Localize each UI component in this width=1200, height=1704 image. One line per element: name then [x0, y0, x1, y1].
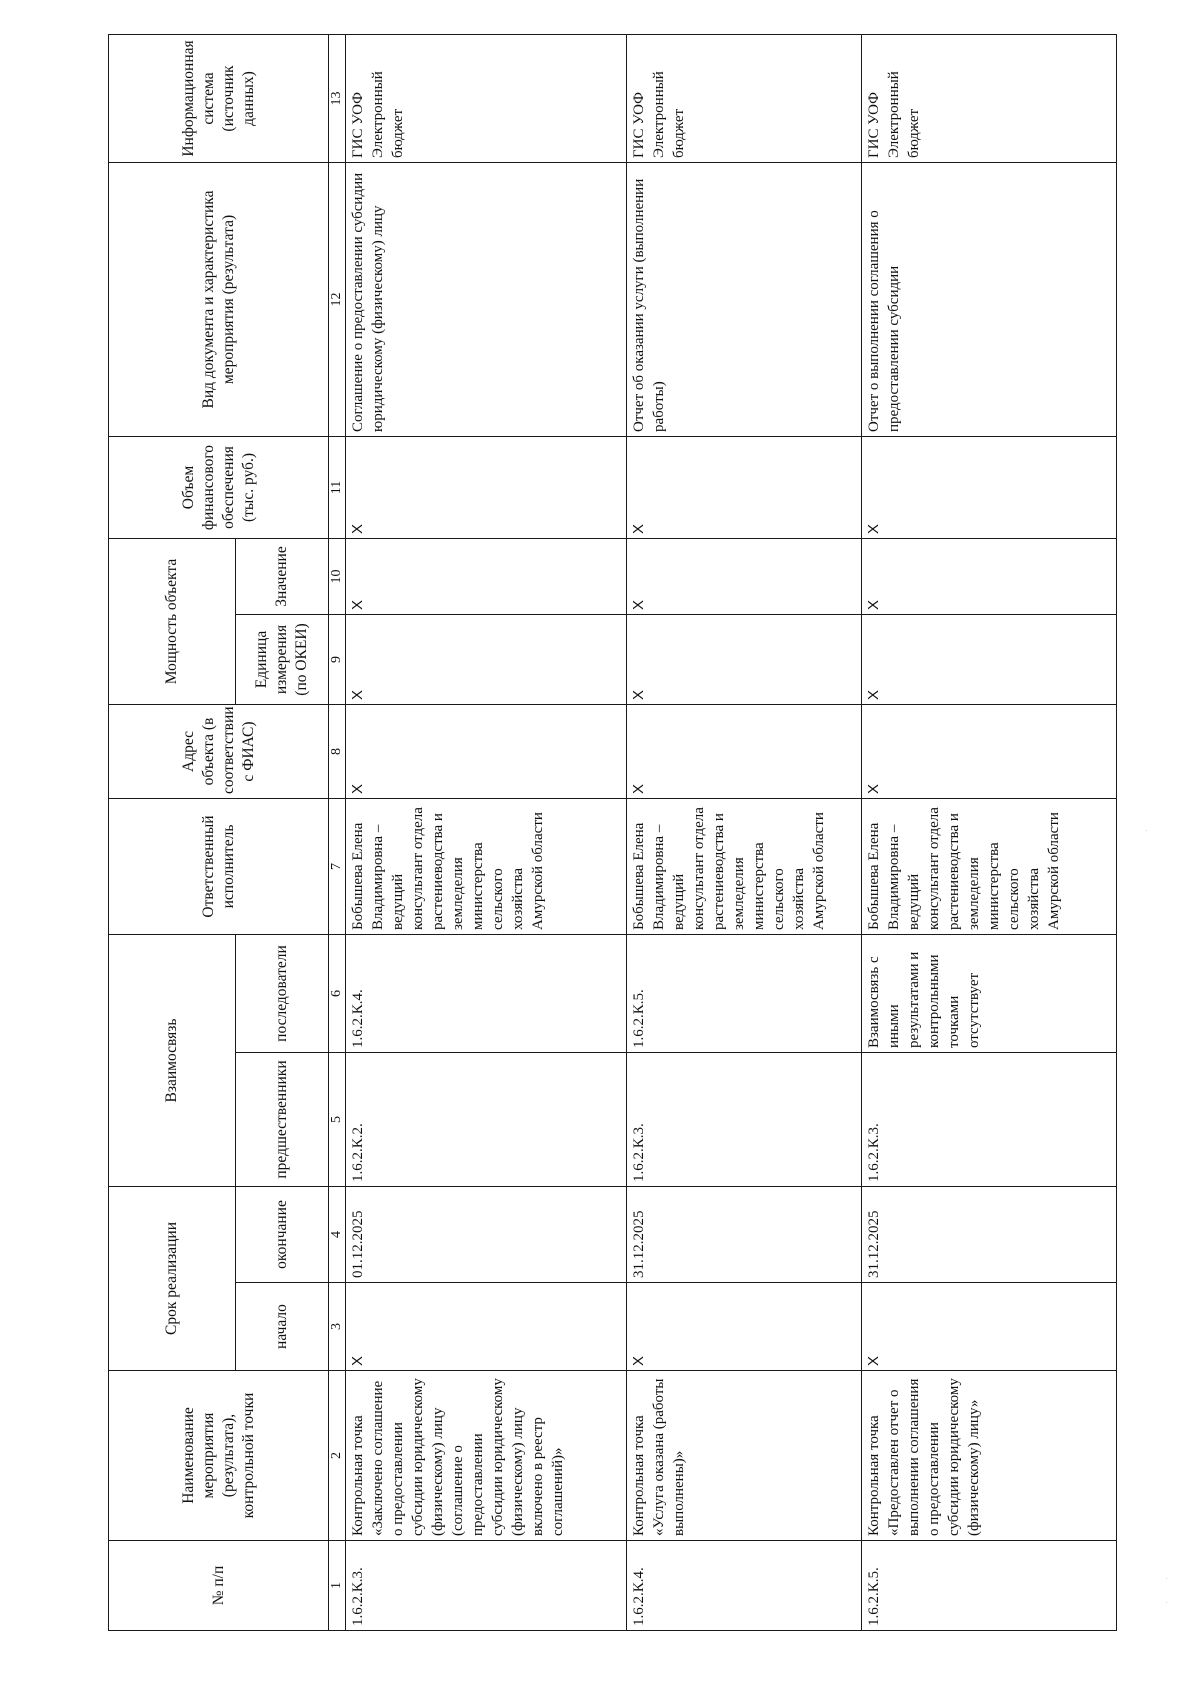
column-number: 11: [329, 437, 346, 539]
row-start: X: [862, 1283, 1117, 1371]
row-cap-unit: X: [627, 615, 862, 705]
column-number: 12: [329, 163, 346, 437]
header-cap-unit: Единица измерения (по ОКЕИ): [236, 615, 329, 705]
row-system: ГИС УОФ Электронный бюджет: [627, 35, 862, 163]
row-end: 31.12.2025: [862, 1187, 1117, 1283]
row-num: 1.6.2.К.4.: [627, 1541, 862, 1631]
row-cap-unit: X: [862, 615, 1117, 705]
row-finance: X: [627, 437, 862, 539]
row-next: 1.6.2.К.5.: [627, 935, 862, 1053]
rotated-table-frame: [108, 35, 1108, 1631]
row-doc: Отчет об оказании услуги (выполнении работы): [627, 163, 862, 437]
scan-speck: [1146, 830, 1147, 831]
header-link-next: последователи: [236, 935, 329, 1053]
column-number: 7: [329, 799, 346, 935]
row-start: X: [346, 1283, 627, 1371]
column-number-row: [329, 35, 346, 1631]
scan-speck: [1166, 1578, 1167, 1579]
row-prev: 1.6.2.К.3.: [627, 1053, 862, 1187]
scan-speck: [1166, 1602, 1167, 1603]
row-address: X: [862, 705, 1117, 799]
header-term: Срок реализации: [109, 1187, 236, 1371]
row-finance: X: [346, 437, 627, 539]
row-name: Контрольная точка «Заключено соглашение о предоставлении субсидии юридическому (физическому) лицу (соглашение о предоставлении субсидии юридическому (физическому) лицу включено в реестр соглашений)»: [346, 1371, 627, 1541]
row-cap-value: X: [346, 539, 627, 615]
row-name: Контрольная точка «Предоставлен отчет о выполнении соглашения о предоставлении субсидии юридическому (физическому) лицу»: [862, 1371, 1117, 1541]
header-num: № п/п: [109, 1541, 329, 1631]
column-number: 8: [329, 705, 346, 799]
row-num: 1.6.2.К.5.: [862, 1541, 1117, 1631]
scanned-page: [108, 35, 1108, 1631]
row-responsible: Бобышева Елена Владимировна – ведущий консультант отдела растениеводства и земледелия министерства сельского хозяйства Амурской области: [627, 799, 862, 935]
column-number: 6: [329, 935, 346, 1053]
header-info-system: Информационная система (источник данных): [109, 35, 329, 163]
header-term-start: начало: [236, 1283, 329, 1371]
control-points-table: [108, 34, 1117, 1631]
column-number: 9: [329, 615, 346, 705]
header-term-end: окончание: [236, 1187, 329, 1283]
row-responsible: Бобышева Елена Владимировна – ведущий консультант отдела растениеводства и земледелия министерства сельского хозяйства Амурской области: [346, 799, 627, 935]
row-end: 31.12.2025: [627, 1187, 862, 1283]
row-prev: 1.6.2.К.3.: [862, 1053, 1117, 1187]
row-finance: X: [862, 437, 1117, 539]
column-number: 1: [329, 1541, 346, 1631]
row-cap-value: X: [627, 539, 862, 615]
column-number: 10: [329, 539, 346, 615]
row-doc: Отчет о выполнении соглашения о предоставлении субсидии: [862, 163, 1117, 437]
row-cap-value: X: [862, 539, 1117, 615]
table-row: [862, 35, 1117, 1631]
header-row-1: [109, 35, 236, 1631]
header-link-prev: предшественники: [236, 1053, 329, 1187]
row-start: X: [627, 1283, 862, 1371]
row-address: X: [627, 705, 862, 799]
row-system: ГИС УОФ Электронный бюджет: [346, 35, 627, 163]
column-number: 3: [329, 1283, 346, 1371]
row-next: Взаимосвязь с иными результатами и контрольными точками отсутствует: [862, 935, 1117, 1053]
header-finance: Объем финансового обеспечения (тыс. руб.): [109, 437, 329, 539]
row-doc: Соглашение о предоставлении субсидии юридическому (физическому) лицу: [346, 163, 627, 437]
row-name: Контрольная точка «Услуга оказана (работы выполнены)»: [627, 1371, 862, 1541]
row-next: 1.6.2.К.4.: [346, 935, 627, 1053]
row-num: 1.6.2.К.3.: [346, 1541, 627, 1631]
header-cap-value: Значение: [236, 539, 329, 615]
row-responsible: Бобышева Елена Владимировна – ведущий консультант отдела растениеводства и земледелия министерства сельского хозяйства Амурской области: [862, 799, 1117, 935]
row-address: X: [346, 705, 627, 799]
row-system: ГИС УОФ Электронный бюджет: [862, 35, 1117, 163]
header-address: Адрес объекта (в соответствии с ФИАС): [109, 705, 329, 799]
table-row: [627, 35, 862, 1631]
row-end: 01.12.2025: [346, 1187, 627, 1283]
header-doc-type: Вид документа и характеристика мероприятия (результата): [109, 163, 329, 437]
header-name: Наименование мероприятия (результата), контрольной точки: [109, 1371, 329, 1541]
row-cap-unit: X: [346, 615, 627, 705]
column-number: 5: [329, 1053, 346, 1187]
header-responsible: Ответственный исполнитель: [109, 799, 329, 935]
column-number: 2: [329, 1371, 346, 1541]
header-capacity: Мощность объекта: [109, 539, 236, 705]
header-link: Взаимосвязь: [109, 935, 236, 1187]
column-number: 13: [329, 35, 346, 163]
row-prev: 1.6.2.К.2.: [346, 1053, 627, 1187]
table-row: [346, 35, 627, 1631]
column-number: 4: [329, 1187, 346, 1283]
